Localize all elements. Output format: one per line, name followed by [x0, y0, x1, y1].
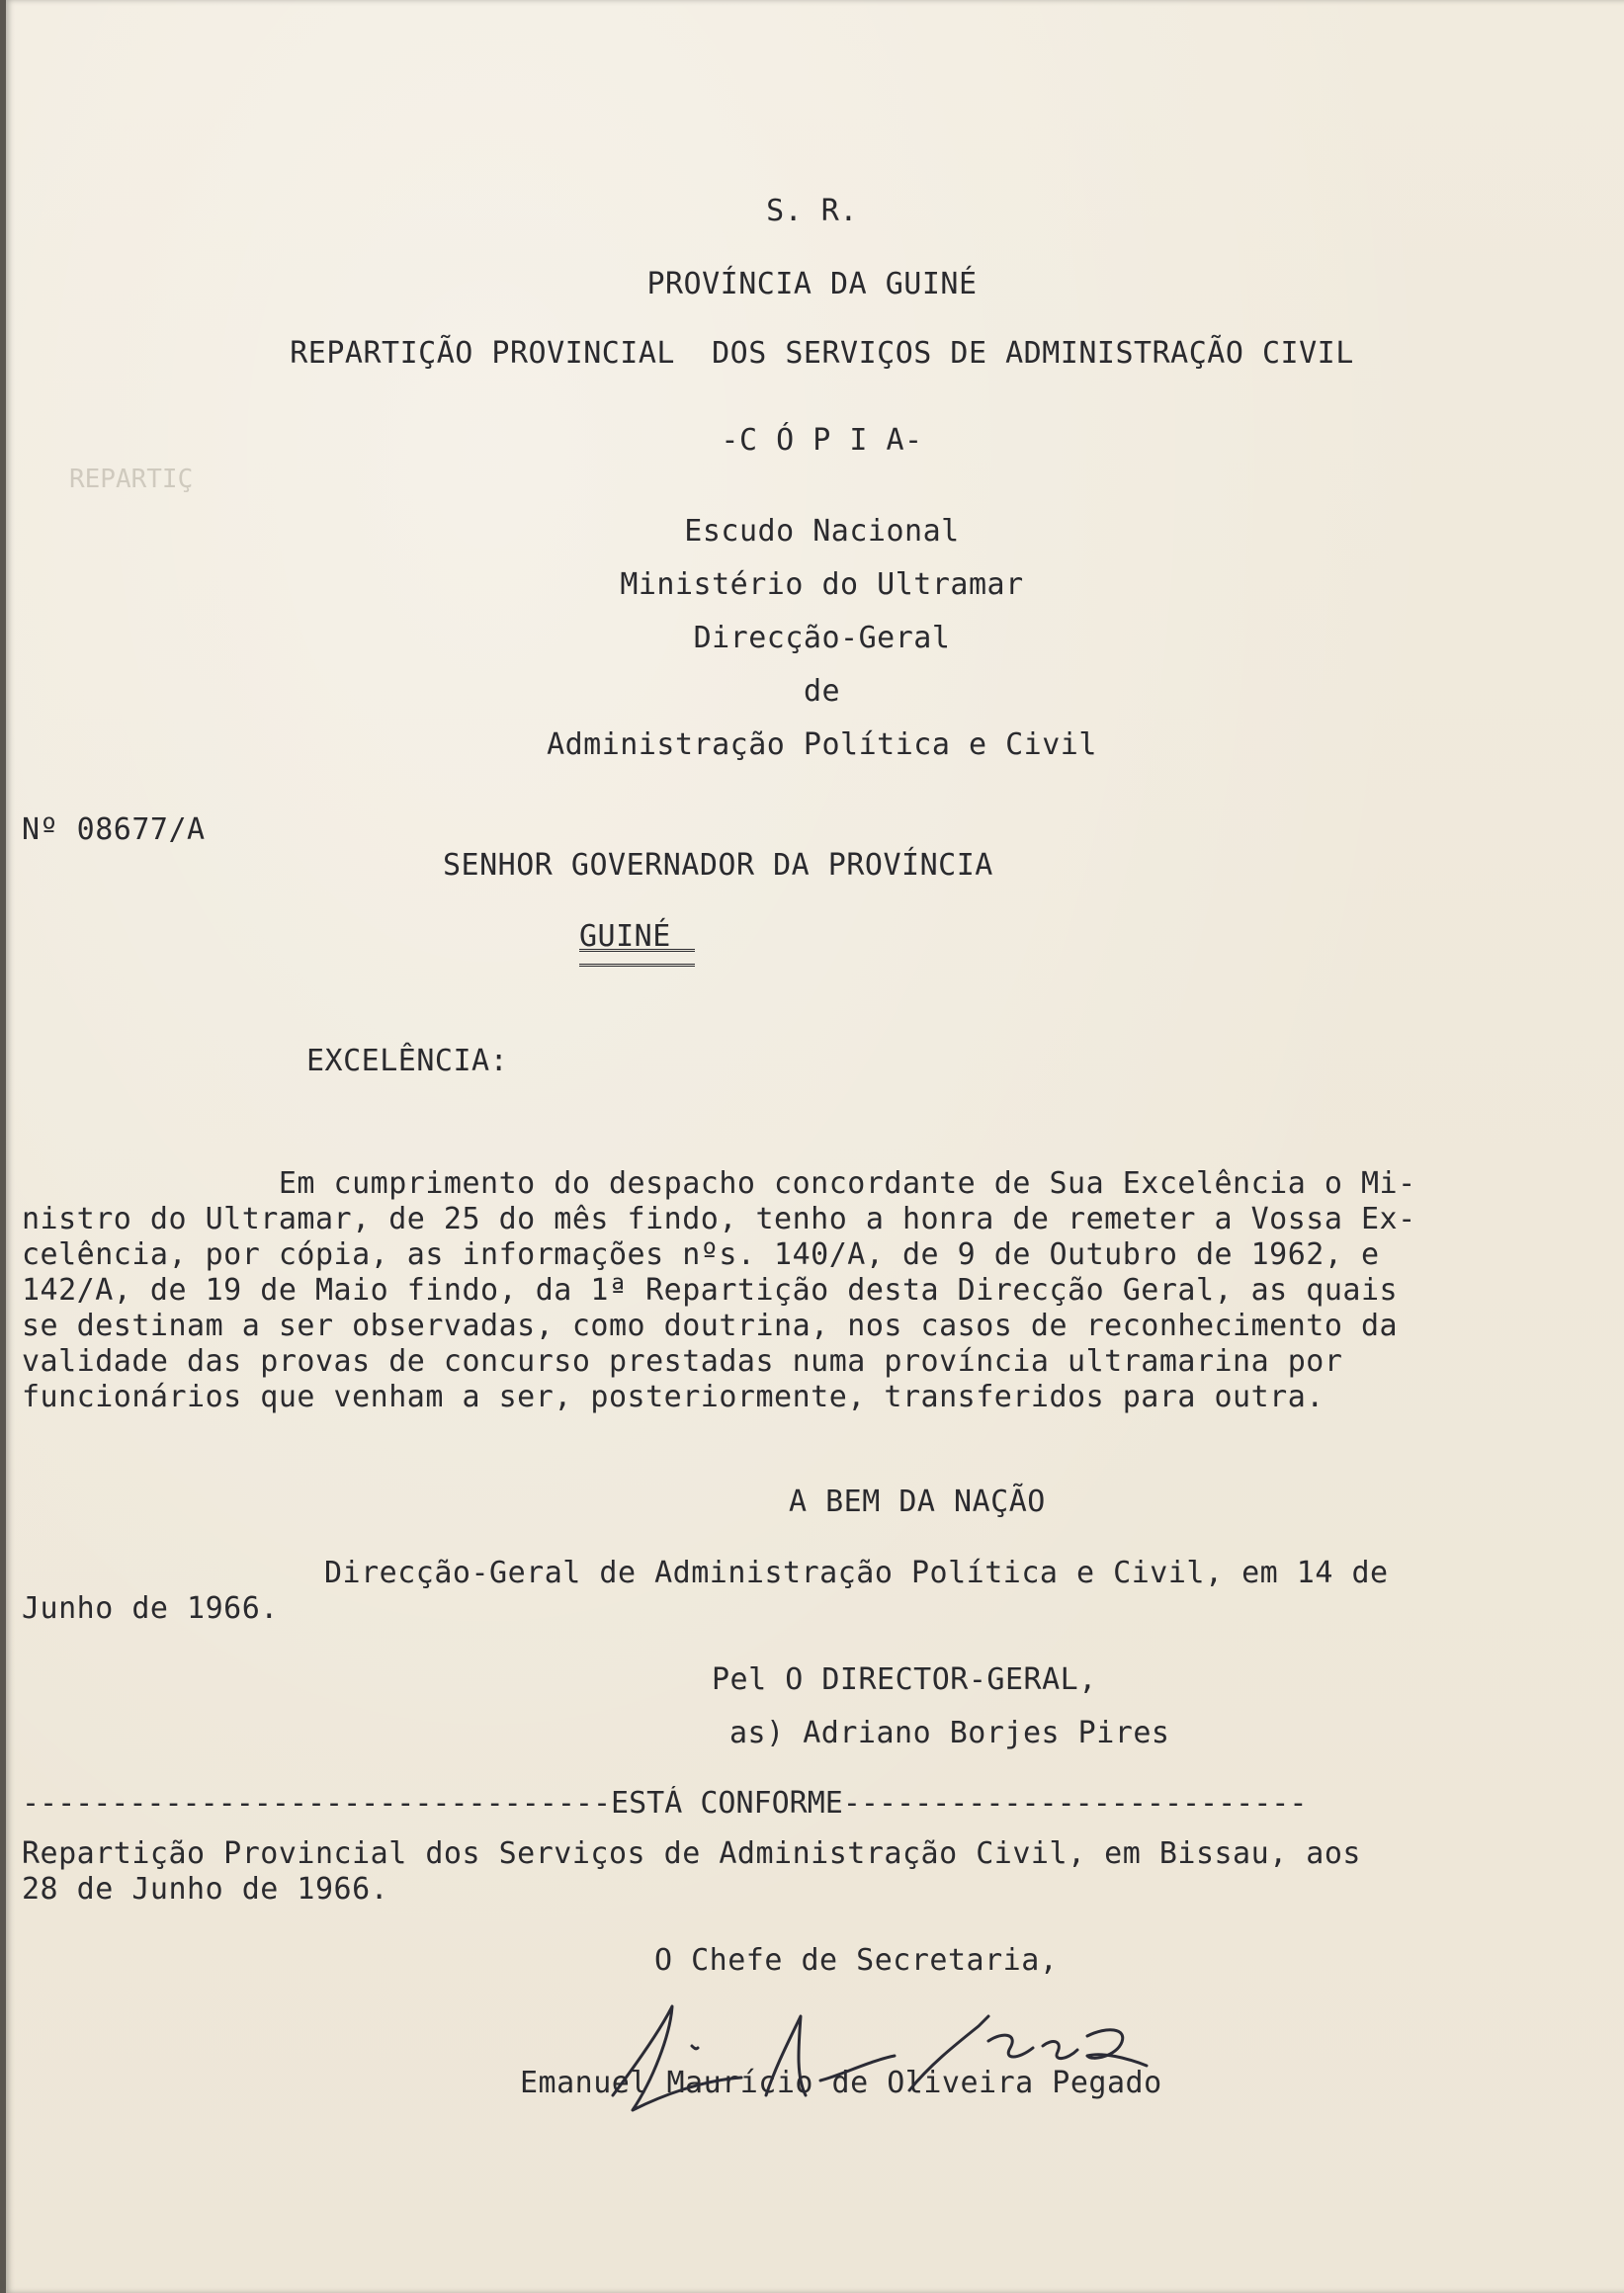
copy-mark: -C Ó P I A-: [721, 423, 923, 458]
secretary-title: O Chefe de Secretaria,: [654, 1943, 1059, 1978]
signatory-name: as) Adriano Borjes Pires: [729, 1716, 1170, 1750]
reference-number: Nº 08677/A: [22, 812, 206, 847]
issuer-line-1: Escudo Nacional: [684, 514, 960, 549]
conformity-line-2: 28 de Junho de 1966.: [22, 1872, 389, 1907]
header-department: REPARTIÇÃO PROVINCIAL DOS SERVIÇOS DE ADMINISTRAÇÃO CIVIL: [290, 336, 1354, 371]
handwritten-signature: [554, 1987, 1226, 2135]
addressee-line-2: GUINÉ: [579, 919, 671, 954]
issuer-line-3: Direcção-Geral: [693, 621, 951, 655]
body-line-5: se destinam a ser observadas, como doutrina, nos casos de reconhecimento da: [22, 1309, 1399, 1343]
conformity-separator: ---------------------------------ESTÁ CONFORME--------------------------: [22, 1786, 1308, 1821]
double-underline: [579, 949, 695, 967]
issuer-line-4: de: [803, 674, 841, 709]
body-line-1: Em cumprimento do despacho concordante de Sua Excelência o Mi-: [22, 1166, 1416, 1201]
header-sr: S. R.: [766, 194, 858, 228]
body-line-7: funcionários que venham a ser, posteriormente, transferidos para outra.: [22, 1380, 1325, 1414]
body-line-4: 142/A, de 19 de Maio findo, da 1ª Repartição desta Direcção Geral, as quais: [22, 1273, 1399, 1308]
salutation: EXCELÊNCIA:: [306, 1044, 509, 1078]
addressee-line-1: SENHOR GOVERNADOR DA PROVÍNCIA: [443, 848, 993, 883]
date-line-2: Junho de 1966.: [22, 1591, 279, 1626]
body-line-6: validade das provas de concurso prestadas numa província ultramarina por: [22, 1344, 1343, 1379]
issuer-line-5: Administração Política e Civil: [547, 727, 1097, 762]
header-province: PROVÍNCIA DA GUINÉ: [646, 267, 978, 301]
signatory-title: Pel O DIRECTOR-GERAL,: [712, 1662, 1097, 1697]
body-line-2: nistro do Ultramar, de 25 do mês findo, tenho a honra de remeter a Vossa Ex-: [22, 1202, 1416, 1236]
secretary-name: Emanuel Maurício de Oliveira Pegado: [520, 2066, 1162, 2100]
conformity-line-1: Repartição Provincial dos Serviços de Administração Civil, em Bissau, aos: [22, 1836, 1361, 1871]
closing-formula: A BEM DA NAÇÃO: [789, 1485, 1046, 1519]
body-line-3: celência, por cópia, as informações nºs. 140/A, de 9 de Outubro de 1962, e: [22, 1237, 1380, 1272]
faint-stamp-mark: REPARTIÇ: [69, 465, 194, 494]
issuer-line-2: Ministério do Ultramar: [620, 567, 1024, 602]
date-line-1: Direcção-Geral de Administração Política e Civil, em 14 de: [324, 1556, 1389, 1590]
